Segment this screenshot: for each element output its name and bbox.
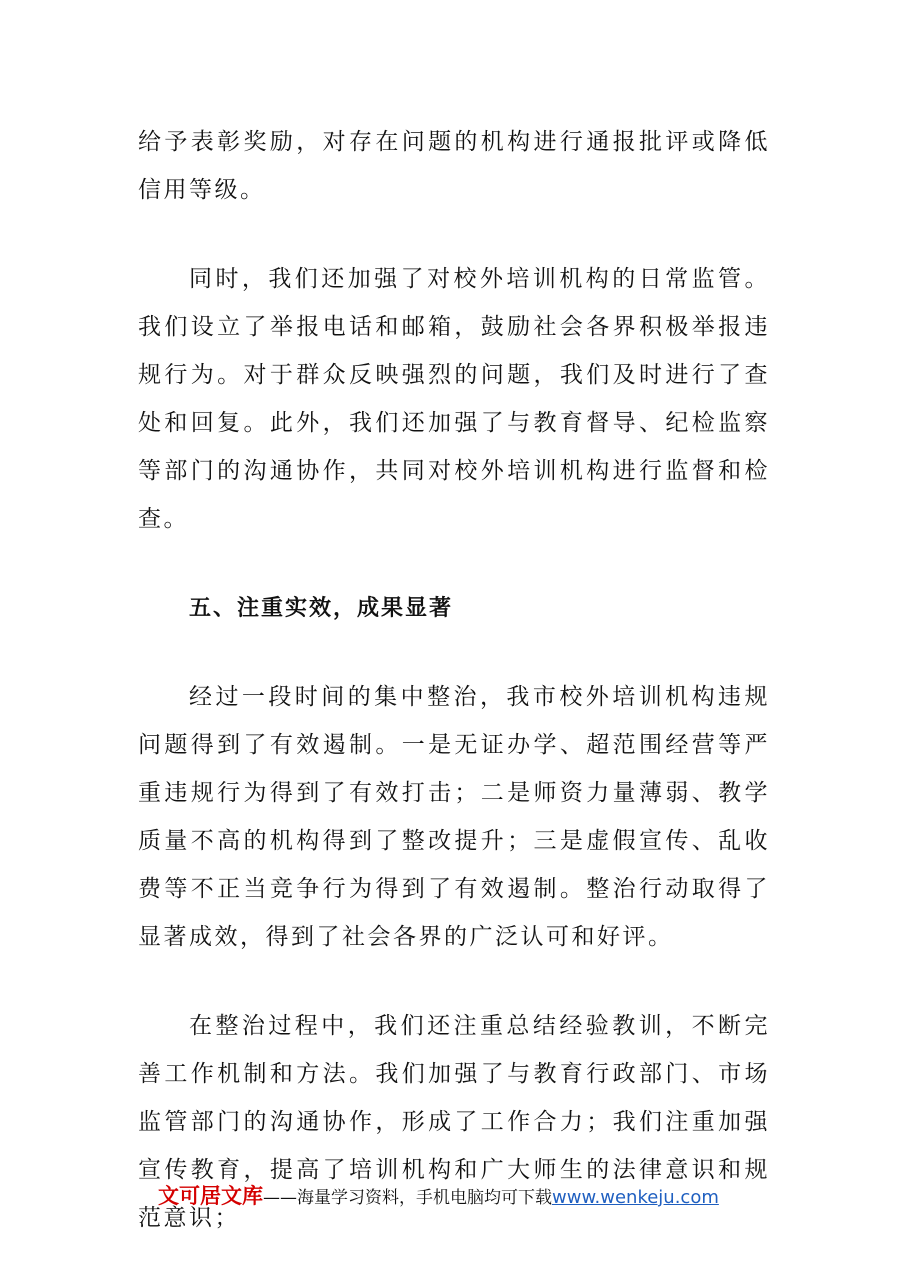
paragraph-supervision: 同时，我们还加强了对校外培训机构的日常监管。我们设立了举报电话和邮箱，鼓励社会各界积极举报违规行为。对于群众反映强烈的问题，我们及时进行了查处和回复。此外，我们还加强了与教育督导、纪检监察等部门的沟通协作，共同对校外培训机构进行监督和检查。 <box>138 266 770 532</box>
footer-brand: 文可居文库 <box>158 1184 263 1208</box>
paragraph-experience: 在整治过程中，我们还注重总结经验教训，不断完善工作机制和方法。我们加强了与教育行政部门、市场监管部门的沟通协作，形成了工作合力；我们注重加强宣传教育，提高了培训机构和广大师生的法律意识和规范意识； <box>138 1013 770 1231</box>
paragraph-gap <box>138 543 770 584</box>
footer-website-link[interactable]: www.wenkeju.com <box>552 1187 719 1208</box>
paragraph-gap <box>138 632 770 673</box>
footer-tagline: ——海量学习资料，手机电脑均可下载 <box>263 1188 552 1208</box>
paragraph-gap <box>138 961 770 1002</box>
paragraph-gap <box>138 214 770 255</box>
paragraph-continuation: 给予表彰奖励，对存在问题的机构进行通报批评或降低信用等级。 <box>138 129 770 203</box>
page-footer <box>158 1180 719 1214</box>
document-body <box>138 118 770 1242</box>
section-heading-five: 五、注重实效，成果显著 <box>189 595 454 621</box>
paragraph-results: 经过一段时间的集中整治，我市校外培训机构违规问题得到了有效遏制。一是无证办学、超范围经营等严重违规行为得到了有效打击；二是师资力量薄弱、教学质量不高的机构得到了整改提升；三是虚假宣传、乱收费等不正当竞争行为得到了有效遏制。整治行动取得了显著成效，得到了社会各界的广泛认可和好评。 <box>138 684 770 950</box>
